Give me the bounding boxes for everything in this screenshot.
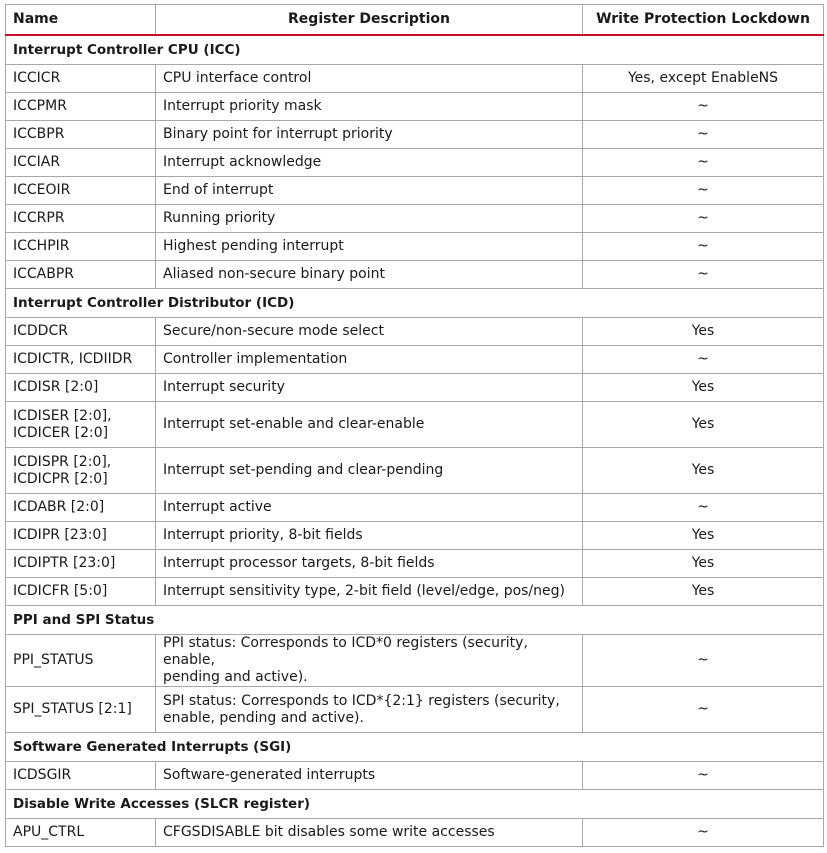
register-name-cell: ICCBPR: [6, 121, 156, 149]
table-row: [6, 819, 824, 847]
write-protection-cell: Yes: [583, 402, 824, 448]
table-row: [6, 687, 824, 733]
register-description-cell: Interrupt sensitivity type, 2-bit field (level/edge, pos/neg): [156, 578, 583, 606]
write-protection-cell: ~: [583, 233, 824, 261]
table-row: [6, 635, 824, 687]
register-description-cell: Secure/non-secure mode select: [156, 318, 583, 346]
register-description-cell: Running priority: [156, 205, 583, 233]
write-protection-cell: ~: [583, 687, 824, 733]
write-protection-cell: ~: [583, 205, 824, 233]
register-description-cell: Interrupt set-pending and clear-pending: [156, 448, 583, 494]
section-title: Disable Write Accesses (SLCR register): [6, 790, 824, 819]
section-header-row: [6, 289, 824, 318]
section-title: PPI and SPI Status: [6, 606, 824, 635]
section-title: Interrupt Controller CPU (ICC): [6, 35, 824, 65]
register-description-cell: Interrupt priority, 8-bit fields: [156, 522, 583, 550]
table-row: [6, 522, 824, 550]
register-description-cell: CPU interface control: [156, 65, 583, 93]
write-protection-cell: ~: [583, 819, 824, 847]
table-row: [6, 149, 824, 177]
table-row: [6, 578, 824, 606]
table-row: [6, 550, 824, 578]
register-description-cell: Interrupt security: [156, 374, 583, 402]
register-name-cell: ICDISR [2:0]: [6, 374, 156, 402]
section-header-row: [6, 606, 824, 635]
register-name-cell: ICDDCR: [6, 318, 156, 346]
write-protection-cell: ~: [583, 346, 824, 374]
write-protection-cell: ~: [583, 177, 824, 205]
write-protection-cell: Yes: [583, 318, 824, 346]
register-name-cell: ICDICFR [5:0]: [6, 578, 156, 606]
register-table: [5, 4, 824, 847]
register-name-cell: APU_CTRL: [6, 819, 156, 847]
register-description-cell: Interrupt processor targets, 8-bit fields: [156, 550, 583, 578]
table-row: [6, 448, 824, 494]
header-name: Name: [6, 5, 156, 36]
register-name-cell: ICDIPTR [23:0]: [6, 550, 156, 578]
table-row: [6, 177, 824, 205]
write-protection-cell: Yes: [583, 578, 824, 606]
register-description-cell: Interrupt acknowledge: [156, 149, 583, 177]
table-row: [6, 346, 824, 374]
register-name-cell: ICDABR [2:0]: [6, 494, 156, 522]
register-name-cell: ICDICTR, ICDIIDR: [6, 346, 156, 374]
header-write-protection: Write Protection Lockdown: [583, 5, 824, 36]
write-protection-cell: ~: [583, 149, 824, 177]
write-protection-cell: Yes, except EnableNS: [583, 65, 824, 93]
write-protection-cell: ~: [583, 635, 824, 687]
register-name-cell: ICDSGIR: [6, 762, 156, 790]
register-description-cell: Interrupt active: [156, 494, 583, 522]
register-description-cell: Controller implementation: [156, 346, 583, 374]
register-name-cell: ICDISPR [2:0], ICDICPR [2:0]: [6, 448, 156, 494]
register-description-cell: Software-generated interrupts: [156, 762, 583, 790]
section-title: Interrupt Controller Distributor (ICD): [6, 289, 824, 318]
register-name-cell: ICCABPR: [6, 261, 156, 289]
register-description-cell: End of interrupt: [156, 177, 583, 205]
register-name-cell: ICCIAR: [6, 149, 156, 177]
write-protection-cell: ~: [583, 121, 824, 149]
write-protection-cell: ~: [583, 261, 824, 289]
register-name-cell: ICCICR: [6, 65, 156, 93]
register-name-cell: PPI_STATUS: [6, 635, 156, 687]
write-protection-cell: Yes: [583, 522, 824, 550]
table-row: [6, 318, 824, 346]
register-name-cell: SPI_STATUS [2:1]: [6, 687, 156, 733]
register-description-cell: Highest pending interrupt: [156, 233, 583, 261]
register-name-cell: ICDISER [2:0], ICDICER [2:0]: [6, 402, 156, 448]
register-description-cell: Interrupt priority mask: [156, 93, 583, 121]
register-name-cell: ICDIPR [23:0]: [6, 522, 156, 550]
table-row: [6, 762, 824, 790]
register-name-cell: ICCHPIR: [6, 233, 156, 261]
register-name-cell: ICCRPR: [6, 205, 156, 233]
register-description-cell: Aliased non-secure binary point: [156, 261, 583, 289]
write-protection-cell: Yes: [583, 374, 824, 402]
section-header-row: [6, 733, 824, 762]
table-row: [6, 93, 824, 121]
write-protection-cell: ~: [583, 93, 824, 121]
register-name-cell: ICCEOIR: [6, 177, 156, 205]
table-row: [6, 233, 824, 261]
register-description-cell: PPI status: Corresponds to ICD*0 registers (security, enable, pending and active).: [156, 635, 583, 687]
register-description-cell: Interrupt set-enable and clear-enable: [156, 402, 583, 448]
section-title: Software Generated Interrupts (SGI): [6, 733, 824, 762]
table-row: [6, 205, 824, 233]
write-protection-cell: ~: [583, 762, 824, 790]
register-description-cell: Binary point for interrupt priority: [156, 121, 583, 149]
register-description-cell: SPI status: Corresponds to ICD*{2:1} registers (security, enable, pending and active).: [156, 687, 583, 733]
table-row: [6, 261, 824, 289]
section-header-row: [6, 35, 824, 65]
write-protection-cell: Yes: [583, 550, 824, 578]
table-row: [6, 494, 824, 522]
table-body: [6, 35, 824, 847]
table-row: [6, 402, 824, 448]
table-row: [6, 65, 824, 93]
table-row: [6, 121, 824, 149]
table-row: [6, 374, 824, 402]
register-name-cell: ICCPMR: [6, 93, 156, 121]
header-description: Register Description: [156, 5, 583, 36]
write-protection-cell: Yes: [583, 448, 824, 494]
register-description-cell: CFGSDISABLE bit disables some write accesses: [156, 819, 583, 847]
section-header-row: [6, 790, 824, 819]
write-protection-cell: ~: [583, 494, 824, 522]
table-header: [6, 5, 824, 36]
